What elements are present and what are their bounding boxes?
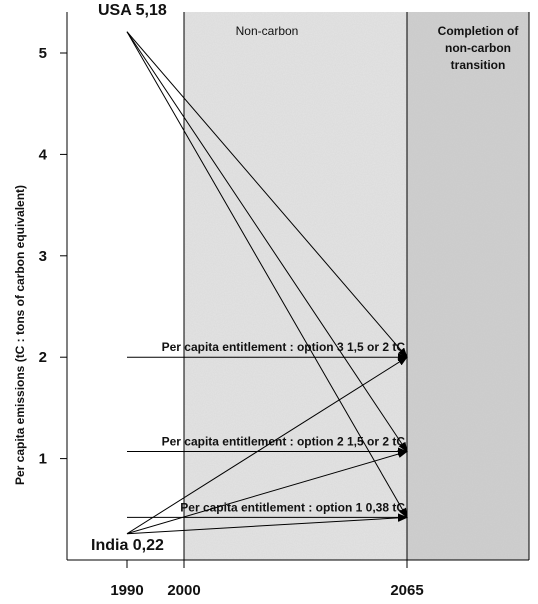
y-ticks xyxy=(39,45,67,468)
y-tick-label: 4 xyxy=(38,146,47,164)
non-carbon-zone-texture xyxy=(184,12,407,560)
option-3-label: Per capita entitlement : option 3 1,5 or 2 tC xyxy=(161,340,405,355)
x-tick-label: 2065 xyxy=(390,582,424,599)
y-tick-label: 5 xyxy=(38,45,47,62)
x-ticks xyxy=(110,560,423,599)
completion-zone-texture xyxy=(407,12,529,560)
zone-completion-label-1: Completion of xyxy=(437,24,519,38)
zone-completion-label-2: non-carbon xyxy=(445,41,511,55)
india-start-label: India 0,22 xyxy=(91,537,164,554)
x-tick-label: 1990 xyxy=(110,582,144,599)
usa-start-label: USA 5,18 xyxy=(98,2,167,19)
y-tick-label: 3 xyxy=(38,247,47,265)
option-2-label: Per capita entitlement : option 2 1,5 or 2 tC xyxy=(161,434,405,449)
option-1-label: Per capita entitlement : option 1 0,38 tC xyxy=(180,500,405,515)
zone-completion-label-3: transition xyxy=(450,58,506,72)
y-tick-label: 1 xyxy=(38,450,47,468)
y-axis-label: Per capita emissions (tC : tons of carbon equivalent) xyxy=(13,184,27,486)
x-tick-label: 2000 xyxy=(167,582,201,599)
zone-non-carbon-label: Non-carbon xyxy=(235,24,299,38)
y-tick-label: 2 xyxy=(38,349,47,367)
